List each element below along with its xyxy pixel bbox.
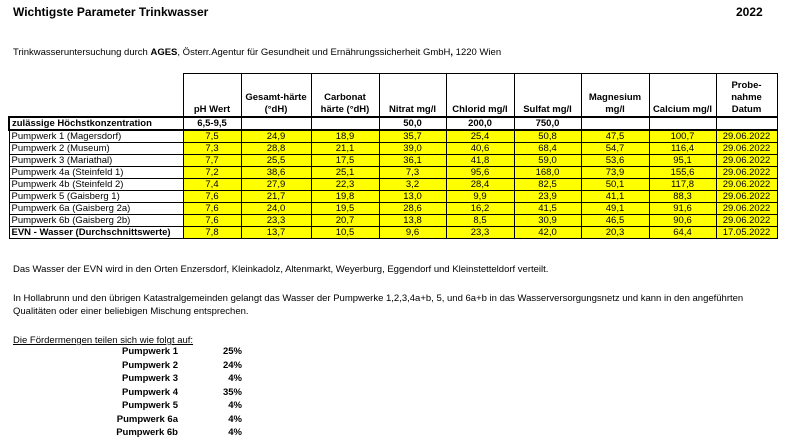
column-header: Chlorid mg/l [446,74,514,118]
intro-line [13,47,501,58]
table-header-row [9,74,777,118]
measurement-value: 21,7 [241,191,311,203]
station-name: Pumpwerk 2 (Museum) [9,143,183,155]
measurement-value: 47,5 [581,130,649,143]
measurement-value: 88,3 [649,191,716,203]
measurement-value: 16,2 [446,203,514,215]
column-header: Carbonat härte (°dH) [311,74,379,118]
intro-org-full: , Österr.Agentur für Gesundheit und Ernährungssicherheit GmbH [177,47,451,58]
measurement-value: 40,6 [446,143,514,155]
pumpwerk-percent: 4% [228,427,242,438]
pumpwerk-name: Pumpwerk 1 [122,346,178,357]
parameter-table [8,73,778,239]
measurement-value: 64,4 [649,227,716,239]
hollabrunn-paragraph: In Hollabrunn und den übrigen Katastralgemeinden gelangt das Wasser der Pumpwerke 1,2,3,4a+b, 5, und 6a+b in das Wasserversorgungsnetz und kann in den angeführten Qualitäten oder einer beliebigen Mischung entsprechen. [13,293,744,317]
pumpwerk-name: Pumpwerk 6b [116,427,178,438]
measurement-value: 36,1 [379,155,446,167]
measurement-value: 46,5 [581,215,649,227]
measurement-value: 168,0 [514,167,581,179]
station-name: Pumpwerk 4b (Steinfeld 2) [9,179,183,191]
measurement-value: 38,6 [241,167,311,179]
table-row [9,167,777,179]
measurement-value: 91,6 [649,203,716,215]
measurement-value: 27,9 [241,179,311,191]
evn-paragraph: Das Wasser der EVN wird in den Orten Enzersdorf, Kleinkadolz, Altenmarkt, Weyerburg, Eggendorf und Kleinstetteldorf verteilt. [13,264,549,275]
measurement-value: 7,3 [183,143,241,155]
limit-label: zulässige Höchstkonzentration [9,117,183,130]
measurement-value: 7,3 [379,167,446,179]
measurement-value: 68,4 [514,143,581,155]
measurement-value: 7,2 [183,167,241,179]
measurement-value: 17.05.2022 [716,227,777,239]
table-row [9,179,777,191]
measurement-value: 41,1 [581,191,649,203]
measurement-value: 28,4 [446,179,514,191]
measurement-value: 17,5 [311,155,379,167]
list-item [110,413,242,427]
measurement-value: 25,5 [241,155,311,167]
measurement-value: 95,6 [446,167,514,179]
measurement-value: 29.06.2022 [716,215,777,227]
limit-value: 6,5-9,5 [183,117,241,130]
measurement-value: 155,6 [649,167,716,179]
measurement-value: 29.06.2022 [716,130,777,143]
pumpwerk-name: Pumpwerk 3 [122,373,178,384]
limit-value [716,117,777,130]
measurement-value: 41,8 [446,155,514,167]
measurement-value: 73,9 [581,167,649,179]
column-header: Probe-nahme Datum [716,74,777,118]
measurement-value: 7,8 [183,227,241,239]
measurement-value: 29.06.2022 [716,167,777,179]
measurement-value: 41,5 [514,203,581,215]
measurement-value: 13,0 [379,191,446,203]
measurement-value: 8,5 [446,215,514,227]
column-header: Nitrat mg/l [379,74,446,118]
table-row [9,191,777,203]
measurement-value: 82,5 [514,179,581,191]
limit-value: 50,0 [379,117,446,130]
measurement-value: 10,5 [311,227,379,239]
measurement-value: 30,9 [514,215,581,227]
measurement-value: 54,7 [581,143,649,155]
list-item [110,345,242,359]
column-header: pH Wert [183,74,241,118]
measurement-value: 29.06.2022 [716,191,777,203]
distribution-list [110,345,242,440]
measurement-value: 53,6 [581,155,649,167]
measurement-value: 25,1 [311,167,379,179]
measurement-value: 49,1 [581,203,649,215]
measurement-value: 20,7 [311,215,379,227]
station-name: Pumpwerk 1 (Magersdorf) [9,130,183,143]
pumpwerk-name: Pumpwerk 2 [122,359,178,371]
measurement-value: 21,1 [311,143,379,155]
measurement-value: 7,6 [183,191,241,203]
evn-average-row [9,227,777,239]
page-title: Wichtigste Parameter Trinkwasser [13,5,209,19]
pumpwerk-name: Pumpwerk 4 [122,386,178,398]
measurement-value: 29.06.2022 [716,203,777,215]
measurement-value: 18,9 [311,130,379,143]
list-item [110,426,242,440]
table-row [9,130,777,143]
measurement-value: 90,6 [649,215,716,227]
measurement-value: 29.06.2022 [716,155,777,167]
limit-row [9,117,777,130]
measurement-value: 7,6 [183,203,241,215]
table-row [9,215,777,227]
column-header: Sulfat mg/l [514,74,581,118]
measurement-value: 50,8 [514,130,581,143]
measurement-value: 19,8 [311,191,379,203]
measurement-value: 35,7 [379,130,446,143]
measurement-value: 23,3 [446,227,514,239]
header-empty [9,74,183,118]
table-row [9,143,777,155]
measurement-value: 28,6 [379,203,446,215]
pumpwerk-name: Pumpwerk 6a [116,413,178,425]
measurement-value: 7,7 [183,155,241,167]
column-header: Calcium mg/l [649,74,716,118]
intro-prefix: Trinkwasseruntersuchung durch [13,47,151,58]
pumpwerk-percent: 25% [222,346,242,357]
measurement-value: 28,8 [241,143,311,155]
measurement-value: 20,3 [581,227,649,239]
list-item [110,399,242,413]
measurement-value: 39,0 [379,143,446,155]
pumpwerk-percent: 4% [228,413,242,425]
limit-value [581,117,649,130]
measurement-value: 23,3 [241,215,311,227]
measurement-value: 23,9 [514,191,581,203]
measurement-value: 7,6 [183,215,241,227]
measurement-value: 19,5 [311,203,379,215]
measurement-value: 116,4 [649,143,716,155]
station-name: Pumpwerk 3 (Mariathal) [9,155,183,167]
column-header: Gesamt-härte (°dH) [241,74,311,118]
limit-value: 200,0 [446,117,514,130]
measurement-value: 13,8 [379,215,446,227]
pumpwerk-percent: 4% [228,373,242,384]
limit-value [241,117,311,130]
measurement-value: 24,0 [241,203,311,215]
station-name: Pumpwerk 5 (Gaisberg 1) [9,191,183,203]
station-name: Pumpwerk 6a (Gaisberg 2a) [9,203,183,215]
distribution-heading: Die Fördermengen teilen sich wie folgt auf: [13,335,194,346]
station-name: Pumpwerk 6b (Gaisberg 2b) [9,215,183,227]
measurement-value: 29.06.2022 [716,143,777,155]
column-header: Magnesium mg/l [581,74,649,118]
pumpwerk-percent: 35% [222,386,242,398]
pumpwerk-name: Pumpwerk 5 [122,400,178,411]
measurement-value: 24,9 [241,130,311,143]
evn-average-label: EVN - Wasser (Durchschnittswerte) [9,227,183,239]
limit-value [311,117,379,130]
list-item [110,359,242,373]
report-year: 2022 [736,5,763,19]
intro-address: 1220 Wien [453,47,502,58]
measurement-value: 59,0 [514,155,581,167]
measurement-value: 9,6 [379,227,446,239]
pumpwerk-percent: 24% [222,359,242,371]
list-item [110,372,242,386]
intro-org-abbr: AGES [150,47,178,58]
measurement-value: 25,4 [446,130,514,143]
measurement-value: 7,4 [183,179,241,191]
measurement-value: 29.06.2022 [716,179,777,191]
table-row [9,203,777,215]
table-row [9,155,777,167]
measurement-value: 100,7 [649,130,716,143]
limit-value: 750,0 [514,117,581,130]
measurement-value: 117,8 [649,179,716,191]
measurement-value: 50,1 [581,179,649,191]
measurement-value: 3,2 [379,179,446,191]
pumpwerk-percent: 4% [228,400,242,411]
measurement-value: 9,9 [446,191,514,203]
limit-value [649,117,716,130]
station-name: Pumpwerk 4a (Steinfeld 1) [9,167,183,179]
measurement-value: 7,5 [183,130,241,143]
measurement-value: 95,1 [649,155,716,167]
measurement-value: 42,0 [514,227,581,239]
measurement-value: 13,7 [241,227,311,239]
list-item [110,386,242,400]
intro-comma: , [450,47,454,58]
measurement-value: 22,3 [311,179,379,191]
